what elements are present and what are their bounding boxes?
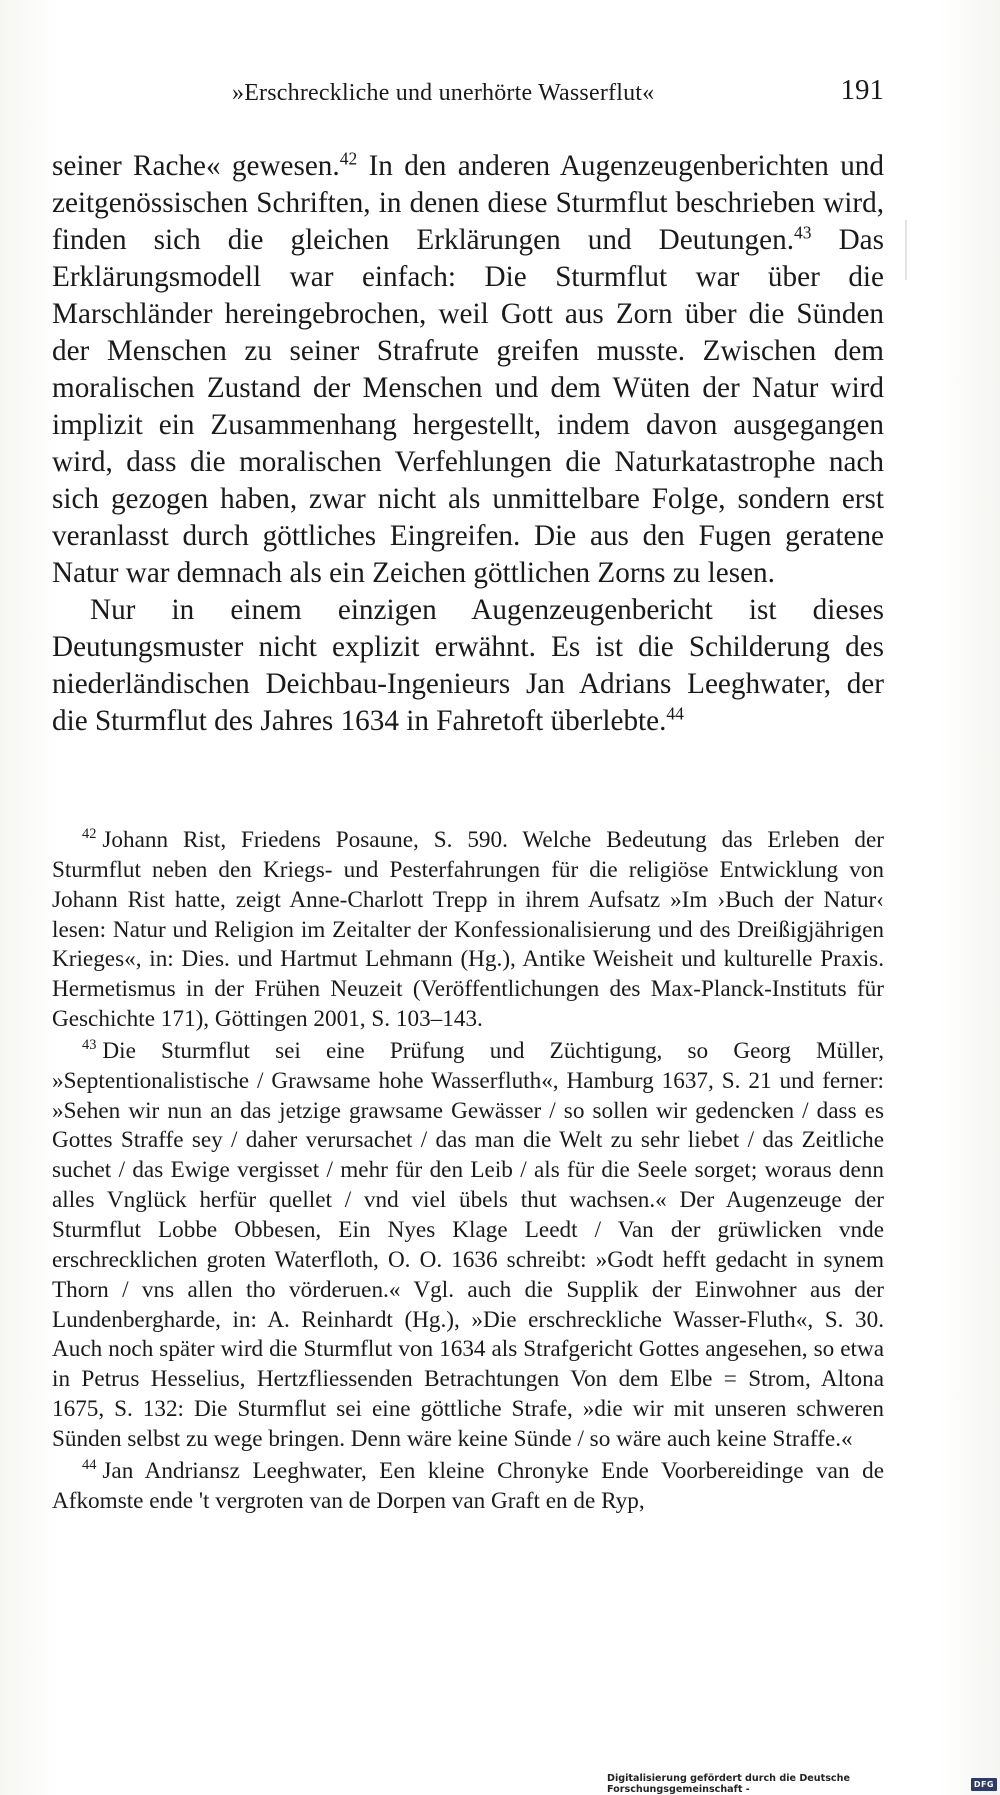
footnote-ref-42[interactable]: 42	[339, 148, 358, 169]
footnote-text: Die Sturmflut sei eine Prüfung und Züchtigung, so Georg Müller, »Septentionalistische / Grawsame hohe Wasserfluth«, Hamburg 1637, S. 21 und ferner: »Sehen wir nun an das jetzige grawsame Gewässer / so sollen wir gedencken / dass es Gottes Straffe sey / daher verursachet / das man die Welt zu sehr liebet / das Zeitliche suchet / das Ewige vergisset / mehr für den Leib / als für die Seele sorget; woraus denn alles Vnglück herfür quellet / vnd viel übels thut wachsen.« Der Augenzeuge der Sturmflut Lobbe Obbesen, Ein Nyes Klage Leedt / Van der grüwlicken vnde erschrecklichen groten Waterfloth, O. O. 1636 schreibt: »Godt hefft gedacht in synem Thorn / vns allen tho vörderuen.« Vgl. auch die Supplik der Einwohner aus der Lundenbergharde, in: A. Reinhardt (Hg.), »Die erschreckliche Wasser-Fluth«, S. 30. Auch noch später wird die Sturmflut von 1634 als Strafgericht Gottes angesehen, so etwa in Petrus Hesselius, Hertzfliessenden Betrachtungen Von dem Elbe = Strom, Altona 1675, S. 132: Die Sturmflut sei eine göttliche Strafe, »die wir mit unseren schweren Sünden selbst zu wege bringen. Denn wäre keine Sünde / so wäre auch keine Straffe.«	[52, 1037, 884, 1452]
footnote-text: Johann Rist, Friedens Posaune, S. 590. Welche Bedeutung das Erleben der Sturmflut neben den Kriegs- und Pesterfahrungen für die religiöse Entwicklung von Johann Rist hatte, zeigt Anne-Charlott Trepp in ihrem Aufsatz »Im ›Buch der Natur‹ lesen: Natur und Religion im Zeitalter der Konfessionalisierung und des Dreißigjährigen Krieges«, in: Dies. und Hartmut Lehmann (Hg.), Antike Weisheit und kulturelle Praxis. Hermetismus in der Frühen Neuzeit (Veröffentlichungen des Max-Planck-Instituts für Geschichte 171), Göttingen 2001, S. 103–143.	[52, 827, 884, 1033]
footnote-ref-43[interactable]: 43	[794, 222, 812, 243]
footnote-number: 42	[82, 826, 97, 843]
paragraph-1-part-3: Das Erklärungsmodell war einfach: Die Sturmflut war über die Marschländer hereingebrochen, weil Gott aus Zorn über die Sünden der Menschen zu seiner Strafrute greifen musste. Zwischen dem moralischen Zustand der Menschen und dem Wüten der Natur wird implizit ein Zusammenhang hergestellt, indem davon ausgegangen wird, dass die moralischen Verfehlungen die Naturkatastrophe nach sich gezogen haben, zwar nicht als unmittelbare Folge, sondern erst veranlasst durch göttliches Eingreifen. Die aus den Fugen geratene Natur war demnach als ein Zeichen göttlichen Zorns zu lesen.	[52, 224, 884, 589]
digitization-note: Digitalisierung gefördert durch die Deutsche Forschungsgemeinschaft -	[607, 1773, 850, 1795]
footnotes	[52, 826, 884, 1516]
main-text	[52, 148, 884, 740]
digitization-footer	[607, 1774, 1000, 1794]
paragraph-1-part-1: seiner Rache« gewesen.	[52, 150, 340, 182]
footnote-number: 44	[82, 1456, 97, 1473]
footnote-42	[52, 826, 884, 1035]
page-number: 191	[840, 74, 884, 106]
footnote-ref-44[interactable]: 44	[666, 703, 684, 724]
running-title: »Erschreckliche und unerhörte Wasserflut«	[232, 80, 655, 106]
paragraph-1-part-2: In den anderen Augenzeugenberichten und zeitgenössischen Schriften, in denen diese Sturmflut beschrieben wird, finden sich die gleichen Erklärungen und Deutungen.	[52, 150, 884, 256]
footnote-text: Jan Andriansz Leeghwater, Een kleine Chronyke Ende Voorbereidinge van de Afkomste ende 't vergroten van de Dorpen van Graft en de Ryp,	[52, 1457, 884, 1514]
paragraph-2-text: Nur in einem einzigen Augenzeugenbericht ist dieses Deutungsmuster nicht explizit erwähnt. Es ist die Schilderung des niederländischen Deichbau-Ingenieurs Jan Adrians Leeghwater, der die Sturmflut des Jahres 1634 in Fahretoft überlebte.	[52, 594, 884, 737]
paragraph-1	[52, 148, 884, 592]
footnote-43	[52, 1037, 884, 1455]
footnote-number: 43	[82, 1037, 97, 1054]
page-edge-mark	[905, 220, 907, 280]
paragraph-2	[52, 592, 884, 740]
running-header	[52, 74, 884, 114]
dfg-logo-icon: DFG	[971, 1778, 997, 1791]
footnote-44	[52, 1457, 884, 1517]
